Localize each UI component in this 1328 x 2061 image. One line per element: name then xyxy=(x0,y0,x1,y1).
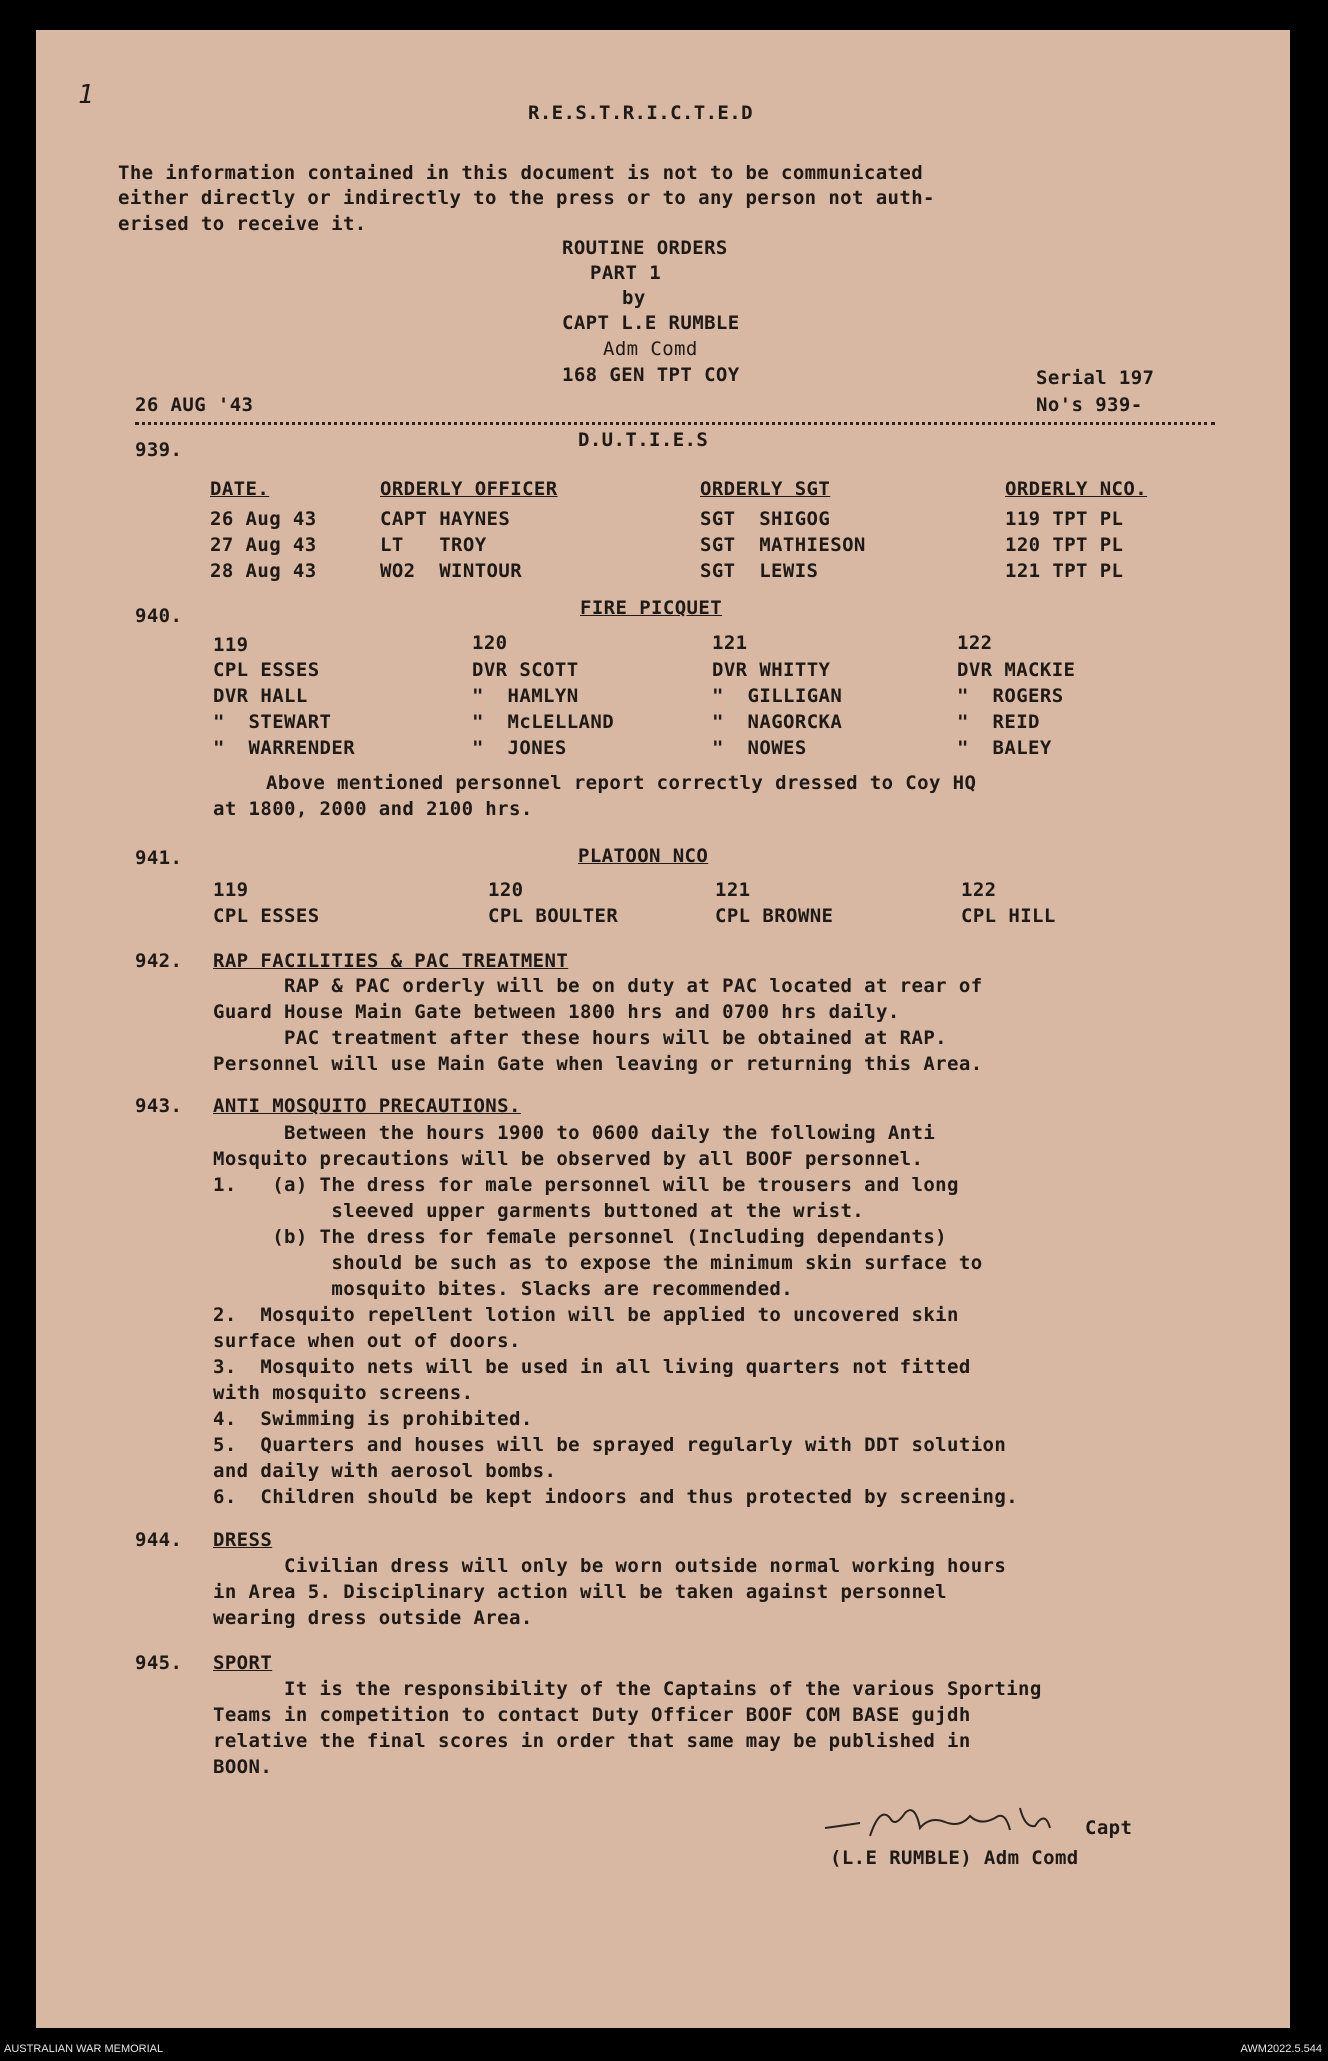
nco-name-120: CPL BOULTER xyxy=(488,905,619,927)
serial-number: Serial 197 xyxy=(1036,367,1155,389)
mosquito-line-7: mosquito bites. Slacks are recommended. xyxy=(213,1278,794,1300)
fire-row-2-col-3: " GILLIGAN xyxy=(712,685,843,707)
duties-row-2-nco: 120 TPT PL xyxy=(1005,534,1124,556)
platoon-nco-heading: PLATOON NCO xyxy=(578,845,709,867)
classification-heading: R.E.S.T.R.I.C.T.E.D xyxy=(528,102,753,124)
nco-name-121: CPL BROWNE xyxy=(715,905,834,927)
fire-row-4-col-1: " WARRENDER xyxy=(213,737,356,759)
sport-number: 945. xyxy=(135,1652,183,1674)
rap-line-2: Guard House Main Gate between 1800 hrs and 0700 hrs daily. xyxy=(213,1001,900,1023)
page-number: 1 xyxy=(78,80,95,110)
nco-platoon-122: 122 xyxy=(961,879,997,901)
fire-row-3-col-3: " NAGORCKA xyxy=(712,711,843,733)
duties-row-1-date: 26 Aug 43 xyxy=(210,508,317,530)
header-divider xyxy=(135,422,1215,425)
duties-row-1-officer: CAPT HAYNES xyxy=(380,508,511,530)
duties-row-3-nco: 121 TPT PL xyxy=(1005,560,1124,582)
duties-row-2-sgt: SGT MATHIESON xyxy=(700,534,866,556)
mosquito-line-10: 3. Mosquito nets will be used in all living quarters not fitted xyxy=(213,1356,971,1378)
sport-line-4: BOON. xyxy=(213,1756,273,1778)
duties-row-3-officer: WO2 WINTOUR xyxy=(380,560,523,582)
mosquito-number: 943. xyxy=(135,1095,183,1117)
mosquito-line-3: 1. (a) The dress for male personnel will be trousers and long xyxy=(213,1174,959,1196)
signature-capt: Capt xyxy=(1085,1817,1133,1839)
dress-line-1: Civilian dress will only be worn outside normal working hours xyxy=(213,1555,1007,1577)
dress-line-2: in Area 5. Disciplinary action will be taken against personnel xyxy=(213,1581,948,1603)
archive-reference: AWM2022.5.544 xyxy=(1240,2043,1322,2055)
caveat-line-2: either directly or indirectly to the press or to any person not auth- xyxy=(118,187,935,209)
mosquito-line-12: 4. Swimming is prohibited. xyxy=(213,1408,533,1430)
orders-part: PART 1 xyxy=(590,262,662,284)
fire-platoon-120: 120 xyxy=(472,632,508,654)
fire-note-line-1: Above mentioned personnel report correctly dressed to Coy HQ xyxy=(266,772,977,794)
rap-number: 942. xyxy=(135,950,183,972)
duties-col-date: DATE. xyxy=(210,478,270,500)
mosquito-line-4: sleeved upper garments buttoned at the wrist. xyxy=(213,1200,865,1222)
duties-row-2-date: 27 Aug 43 xyxy=(210,534,317,556)
fire-picquet-heading: FIRE PICQUET xyxy=(580,597,723,619)
fire-row-2-col-1: DVR HALL xyxy=(213,685,308,707)
dress-line-3: wearing dress outside Area. xyxy=(213,1607,533,1629)
orders-officer: CAPT L.E RUMBLE xyxy=(562,312,740,334)
mosquito-line-8: 2. Mosquito repellent lotion will be applied to uncovered skin xyxy=(213,1304,959,1326)
mosquito-line-5: (b) The dress for female personnel (Including dependants) xyxy=(213,1226,948,1248)
fire-row-4-col-2: " JONES xyxy=(472,737,567,759)
fire-platoon-122: 122 xyxy=(957,632,993,654)
fire-row-1-col-3: DVR WHITTY xyxy=(712,659,831,681)
duties-row-3-sgt: SGT LEWIS xyxy=(700,560,819,582)
order-numbers: No's 939- xyxy=(1036,394,1143,416)
archive-label: AUSTRALIAN WAR MEMORIAL xyxy=(4,2043,164,2055)
mosquito-line-1: Between the hours 1900 to 0600 daily the following Anti xyxy=(213,1122,936,1144)
mosquito-line-6: should be such as to expose the minimum skin surface to xyxy=(213,1252,983,1274)
fire-row-3-col-1: " STEWART xyxy=(213,711,332,733)
rap-line-3: PAC treatment after these hours will be obtained at RAP. xyxy=(213,1027,948,1049)
mosquito-line-14: and daily with aerosol bombs. xyxy=(213,1460,557,1482)
duties-row-3-date: 28 Aug 43 xyxy=(210,560,317,582)
caveat-line-1: The information contained in this document is not to be communicated xyxy=(118,162,924,184)
sport-line-2: Teams in competition to contact Duty Officer BOOF COM BASE gujdh xyxy=(213,1704,971,1726)
handwritten-signature xyxy=(820,1798,1133,1843)
fire-row-3-col-2: " McLELLAND xyxy=(472,711,615,733)
sport-heading: SPORT xyxy=(213,1652,273,1674)
fire-platoon-119: 119 xyxy=(213,634,249,656)
mosquito-line-11: with mosquito screens. xyxy=(213,1382,474,1404)
duties-number: 939. xyxy=(135,439,183,461)
duties-col-sgt: ORDERLY SGT xyxy=(700,478,831,500)
fire-row-2-col-4: " ROGERS xyxy=(957,685,1064,707)
mosquito-line-15: 6. Children should be kept indoors and thus protected by screening. xyxy=(213,1486,1019,1508)
nco-platoon-121: 121 xyxy=(715,879,751,901)
platoon-nco-number: 941. xyxy=(135,847,183,869)
duties-row-1-sgt: SGT SHIGOG xyxy=(700,508,831,530)
duties-col-officer: ORDERLY OFFICER xyxy=(380,478,558,500)
dress-heading: DRESS xyxy=(213,1529,273,1551)
caveat-line-3: erised to receive it. xyxy=(118,213,367,235)
fire-note-line-2: at 1800, 2000 and 2100 hrs. xyxy=(213,798,533,820)
rap-line-1: RAP & PAC orderly will be on duty at PAC located at rear of xyxy=(213,975,983,997)
orders-date: 26 AUG '43 xyxy=(135,394,254,416)
duties-col-nco: ORDERLY NCO. xyxy=(1005,478,1148,500)
mosquito-line-13: 5. Quarters and houses will be sprayed regularly with DDT solution xyxy=(213,1434,1007,1456)
fire-platoon-121: 121 xyxy=(712,632,748,654)
signature-name: (L.E RUMBLE) Adm Comd xyxy=(830,1847,1079,1869)
fire-row-4-col-4: " BALEY xyxy=(957,737,1052,759)
sport-line-3: relative the final scores in order that same may be published in xyxy=(213,1730,971,1752)
nco-name-119: CPL ESSES xyxy=(213,905,320,927)
fire-row-2-col-2: " HAMLYN xyxy=(472,685,579,707)
nco-platoon-119: 119 xyxy=(213,879,249,901)
rap-heading: RAP FACILITIES & PAC TREATMENT xyxy=(213,950,569,972)
fire-row-3-col-4: " REID xyxy=(957,711,1040,733)
dress-number: 944. xyxy=(135,1529,183,1551)
duties-row-1-nco: 119 TPT PL xyxy=(1005,508,1124,530)
orders-unit: 168 GEN TPT COY xyxy=(562,364,740,386)
fire-row-1-col-2: DVR SCOTT xyxy=(472,659,579,681)
fire-row-1-col-4: DVR MACKIE xyxy=(957,659,1076,681)
orders-title: ROUTINE ORDERS xyxy=(562,237,728,259)
fire-row-1-col-1: CPL ESSES xyxy=(213,659,320,681)
sport-line-1: It is the responsibility of the Captains of the various Sporting xyxy=(213,1678,1042,1700)
fire-row-4-col-3: " NOWES xyxy=(712,737,807,759)
mosquito-line-2: Mosquito precautions will be observed by all BOOF personnel. xyxy=(213,1148,924,1170)
rap-line-4: Personnel will use Main Gate when leaving or returning this Area. xyxy=(213,1053,983,1075)
mosquito-line-9: surface when out of doors. xyxy=(213,1330,521,1352)
mosquito-heading: ANTI MOSQUITO PRECAUTIONS. xyxy=(213,1095,521,1117)
fire-picquet-number: 940. xyxy=(135,605,183,627)
orders-role: Adm Comd xyxy=(603,338,698,360)
duties-heading: D.U.T.I.E.S xyxy=(578,429,709,451)
nco-name-122: CPL HILL xyxy=(961,905,1056,927)
nco-platoon-120: 120 xyxy=(488,879,524,901)
duties-row-2-officer: LT TROY xyxy=(380,534,487,556)
orders-by: by xyxy=(622,287,646,309)
